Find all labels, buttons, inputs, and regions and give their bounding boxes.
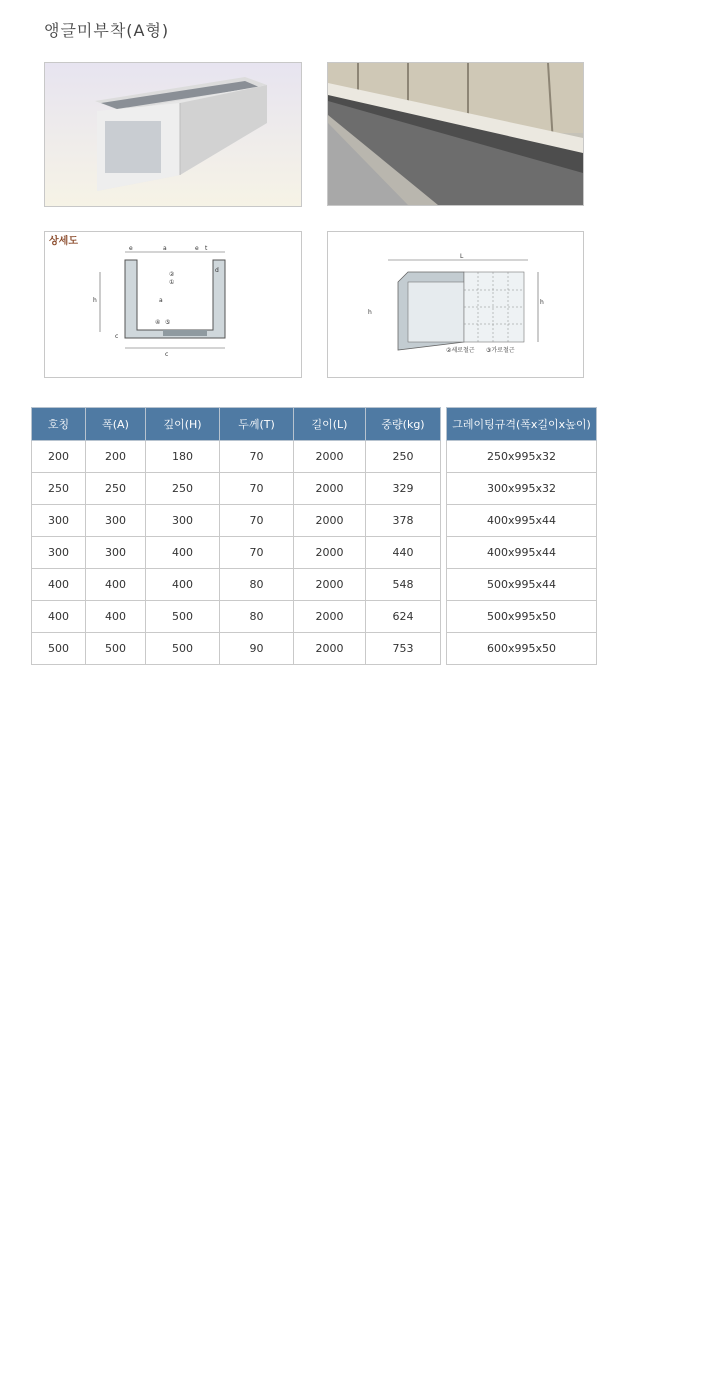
table-row bbox=[447, 569, 597, 601]
svg-text:e: e bbox=[129, 245, 133, 252]
cell: 500 bbox=[86, 633, 146, 665]
cell: 600x995x50 bbox=[447, 633, 597, 665]
table-row bbox=[447, 473, 597, 505]
svg-text:h: h bbox=[93, 297, 97, 304]
cell: 548 bbox=[366, 569, 441, 601]
table-row bbox=[32, 633, 441, 665]
cell: 500x995x50 bbox=[447, 601, 597, 633]
product-photo bbox=[44, 62, 302, 207]
cell: 180 bbox=[146, 441, 220, 473]
cell: 250x995x32 bbox=[447, 441, 597, 473]
grating-table bbox=[446, 407, 597, 665]
svg-text:a: a bbox=[159, 297, 163, 304]
svg-text:c: c bbox=[165, 351, 169, 358]
cell: 400x995x44 bbox=[447, 537, 597, 569]
table-row bbox=[32, 441, 441, 473]
header-grating-spec: 그레이팅규격(폭x길이x높이) bbox=[447, 408, 597, 441]
header-length: 길이(L) bbox=[294, 408, 366, 441]
cell: 400 bbox=[146, 569, 220, 601]
table-row bbox=[32, 569, 441, 601]
cell: 90 bbox=[220, 633, 294, 665]
cell: 300 bbox=[32, 537, 86, 569]
svg-text:L: L bbox=[460, 253, 464, 260]
table-row bbox=[32, 537, 441, 569]
cell: 300 bbox=[32, 505, 86, 537]
cell: 500x995x44 bbox=[447, 569, 597, 601]
table-row bbox=[32, 505, 441, 537]
installation-photo bbox=[327, 62, 584, 206]
cell: 400 bbox=[86, 601, 146, 633]
table-row bbox=[32, 473, 441, 505]
svg-text:④: ④ bbox=[155, 319, 161, 326]
cell: 753 bbox=[366, 633, 441, 665]
cell: 400 bbox=[32, 569, 86, 601]
page-title: 앵글미부착(A형) bbox=[44, 21, 170, 40]
svg-text:a: a bbox=[163, 245, 167, 252]
cell: 378 bbox=[366, 505, 441, 537]
table-row bbox=[447, 601, 597, 633]
cell: 400x995x44 bbox=[447, 505, 597, 537]
cell: 400 bbox=[146, 537, 220, 569]
svg-text:②세로철근: ②세로철근 bbox=[446, 347, 475, 354]
cell: 400 bbox=[86, 569, 146, 601]
side-view-diagram bbox=[327, 231, 584, 378]
cross-section-diagram bbox=[44, 231, 302, 378]
cell: 500 bbox=[32, 633, 86, 665]
cell: 300x995x32 bbox=[447, 473, 597, 505]
svg-text:③가로철근: ③가로철근 bbox=[486, 347, 515, 354]
svg-text:t: t bbox=[205, 245, 208, 252]
cell: 250 bbox=[32, 473, 86, 505]
table-row bbox=[32, 601, 441, 633]
header-weight: 중량(kg) bbox=[366, 408, 441, 441]
svg-text:⑤: ⑤ bbox=[165, 319, 171, 326]
cell: 70 bbox=[220, 505, 294, 537]
svg-text:h: h bbox=[540, 299, 544, 306]
header-depth: 깊이(H) bbox=[146, 408, 220, 441]
grating-header-row bbox=[447, 408, 597, 441]
cell: 200 bbox=[32, 441, 86, 473]
cell: 70 bbox=[220, 473, 294, 505]
svg-text:d: d bbox=[215, 267, 219, 274]
cell: 400 bbox=[32, 601, 86, 633]
detail-title: 상세도 bbox=[49, 236, 78, 247]
header-thickness: 두께(T) bbox=[220, 408, 294, 441]
table-row bbox=[447, 505, 597, 537]
cell: 300 bbox=[86, 537, 146, 569]
svg-text:①: ① bbox=[169, 279, 175, 286]
cell: 500 bbox=[146, 601, 220, 633]
cell: 80 bbox=[220, 601, 294, 633]
svg-text:e: e bbox=[195, 245, 199, 252]
spec-header-row bbox=[32, 408, 441, 441]
header-width: 폭(A) bbox=[86, 408, 146, 441]
cell: 300 bbox=[86, 505, 146, 537]
cell: 80 bbox=[220, 569, 294, 601]
cell: 329 bbox=[366, 473, 441, 505]
table-row bbox=[447, 441, 597, 473]
cell: 200 bbox=[86, 441, 146, 473]
cell: 70 bbox=[220, 537, 294, 569]
cell: 2000 bbox=[294, 633, 366, 665]
cell: 624 bbox=[366, 601, 441, 633]
header-nominal: 호칭 bbox=[32, 408, 86, 441]
spec-table bbox=[31, 407, 441, 665]
table-row bbox=[447, 633, 597, 665]
svg-text:h: h bbox=[368, 309, 372, 316]
cell: 2000 bbox=[294, 473, 366, 505]
cell: 2000 bbox=[294, 601, 366, 633]
cell: 250 bbox=[86, 473, 146, 505]
cell: 70 bbox=[220, 441, 294, 473]
cell: 250 bbox=[146, 473, 220, 505]
cell: 300 bbox=[146, 505, 220, 537]
cell: 440 bbox=[366, 537, 441, 569]
cell: 250 bbox=[366, 441, 441, 473]
cell: 2000 bbox=[294, 505, 366, 537]
table-row bbox=[447, 537, 597, 569]
cell: 500 bbox=[146, 633, 220, 665]
svg-text:②: ② bbox=[169, 271, 175, 278]
cell: 2000 bbox=[294, 537, 366, 569]
cell: 2000 bbox=[294, 441, 366, 473]
cell: 2000 bbox=[294, 569, 366, 601]
svg-text:c: c bbox=[115, 333, 119, 340]
